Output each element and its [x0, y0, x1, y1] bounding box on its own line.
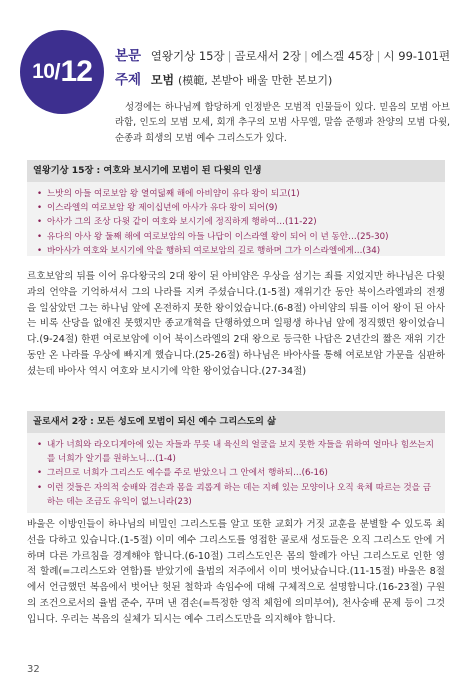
reading-ref: 열왕기상 15장: [150, 49, 225, 63]
section2-body-text: 바울은 이방인들이 하나님의 비밀인 그리스도를 알고 또한 교회가 거짓 교훈을 분별할 수 있도록 최선을 다하고 있습니다.(1-5절) 이미 예수 그리스도를 영접한 골로새 성도들은 오직 그리스도 안에 거하며 다른 가르침을 경계해야 합니다.(6-10절) 그리스도인은 몸의 할례가 아닌 그리스도로 인한 영적 할례(=그리스도와 연합)를 받았기에 율법의 저주에서 이미 벗어났습니다.(11-15절) 바울은 8절에서 언급했던 복음에서 벗어난 헛된 철학과 속임수에 대해 구체적으로 설명합니다.(16-23절) 구원의 조건으로서의 율법 준수, 꾸며 낸 겸손(=특정한 영적 체험에 의미부여), 천사숭배 문제 등이 그것입니다. 우리는 복음의 실체가 되시는 예수 그리스도만을 의지해야 합니다.: [27, 519, 445, 625]
list-item: • 바아사가 여호와 보시기에 악을 행하되 여로보암의 길로 행하며 그가 이스라엘에게…(34): [37, 244, 437, 258]
section2-body: [27, 517, 445, 628]
theme-line: [115, 68, 332, 88]
list-item: • 그러므로 너희가 그리스도 예수를 주로 받았으니 그 안에서 행하되…(6-16): [37, 466, 437, 480]
theme-title: 모범: [150, 73, 175, 87]
date-month: 10: [32, 60, 55, 83]
theme-tag: 주제: [115, 72, 142, 88]
reading-tag: 본문: [115, 48, 142, 64]
reading-ref: 시 99-101편: [383, 49, 451, 63]
reading-ref: 골로새서 2장: [234, 49, 301, 63]
section2-heading: 골로새서 2장 : 모든 성도에 모범이 되신 예수 그리스도의 삶: [27, 411, 445, 433]
section1-bullet-list: [27, 182, 445, 264]
section1-heading: 열왕기상 15장 : 여호와 보시기에 모범이 된 다윗의 인생: [27, 160, 445, 182]
page-number: 32: [27, 664, 40, 675]
date-badge: [20, 30, 104, 114]
list-item: • 유다의 아사 왕 둘째 해에 여로보암의 아들 나답이 이스라엘 왕이 되어 이 년 동안…(25-30): [37, 230, 437, 244]
reading-divider: |: [376, 49, 381, 63]
date-day: 12: [60, 55, 92, 88]
reading-divider: |: [227, 49, 232, 63]
section2-summary-box: [27, 411, 445, 513]
list-item: • 이런 것들은 자의적 숭배와 겸손과 몸을 괴롭게 하는 데는 지혜 있는 모양이나 오직 육체 따르는 것을 금하는 데는 조금도 유익이 없느니라(23): [37, 481, 437, 509]
theme-subtitle: (模範, 본받아 배울 만한 본보기): [177, 74, 333, 87]
section1-body: [27, 269, 445, 380]
reading-divider: |: [304, 49, 308, 63]
section1-summary-box: [27, 160, 445, 256]
list-item: • 아사가 그의 조상 다윗 같이 여호와 보시기에 정직하게 행하여…(11-22): [37, 215, 437, 229]
intro-text: 성경에는 하나님께 합당하게 인정받은 모범적 인물들이 있다. 믿음의 모범 아브라함, 인도의 모범 모세, 회개 추구의 모범 사무엘, 말씀 준행과 찬양의 모범 다윗, 순종과 희생의 모범 예수 그리스도가 있다.: [115, 102, 450, 144]
list-item: • 내가 너희와 라오디게아에 있는 자들과 무릇 내 육신의 얼굴을 보지 못한 자들을 위하여 얼마나 힘쓰는지를 너희가 알기를 원하노니…(1-4): [37, 438, 437, 466]
list-item: • 느밧의 아들 여로보암 왕 열여덟째 해에 아비얌이 유다 왕이 되고(1): [37, 187, 437, 201]
section2-bullet-list: [27, 433, 445, 515]
date-separator: /: [54, 59, 61, 84]
reading-ref: 에스겔 45장: [310, 49, 374, 63]
intro-paragraph: [115, 100, 450, 146]
section1-body-text: 르호보암의 뒤를 이어 유다왕국의 2대 왕이 된 아비얌은 우상을 섬기는 죄를 지었지만 하나님은 다윗과의 언약을 기억하셔서 그의 나라를 지켜 주셨습니다.(1-5절) 재위기간 동안 북이스라엘과의 전쟁을 일삼았던 그는 하나님 앞에 온전하지 못한 왕이었습니다.(6-8절) 아비얌의 뒤를 이어 왕이 된 아사는 비록 산당을 없애진 못했지만 종교개혁을 단행하였으며 일평생 하나님 앞에 정직했던 왕이었습니다.(9-24절) 한편 여로보암에 이어 북이스라엘의 2대 왕으로 등극한 나답은 2년간의 짧은 재위 기간동안 온 나라를 우상에 빠지게 했습니다.(25-26절) 하나님은 바아사를 통해 여로보암 가문을 심판하셨는데 바아사 역시 여호와 보시기에 악한 왕이었습니다.(27-34절): [27, 271, 446, 377]
reading-line: [115, 44, 450, 64]
list-item: • 이스라엘의 여로보암 왕 제이십년에 아사가 유다 왕이 되어(9): [37, 201, 437, 215]
